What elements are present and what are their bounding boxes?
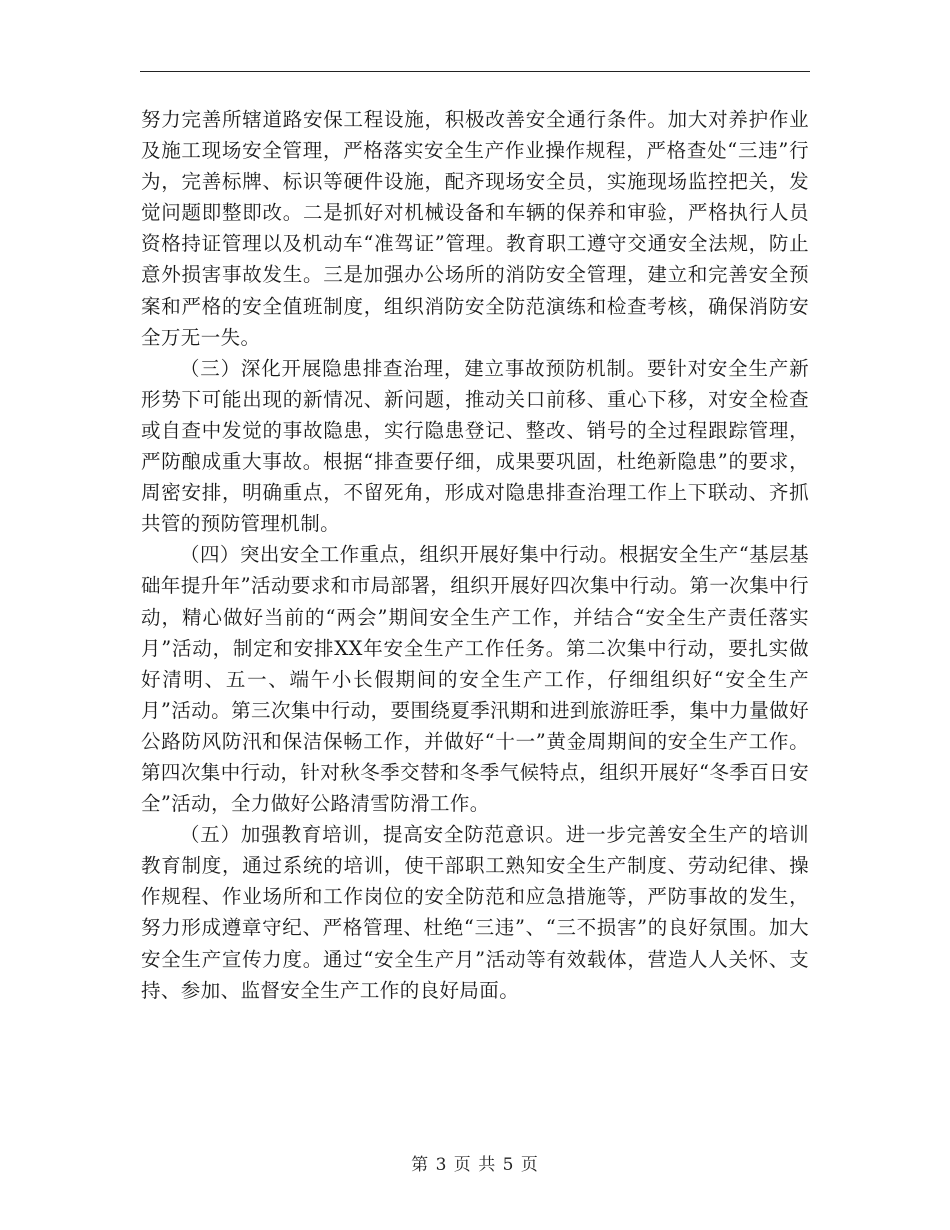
paragraph-section-three: （三）深化开展隐患排查治理，建立事故预防机制。要针对安全生产新形势下可能出现的新情况、新问题，推动关口前移、重心下移，对安全检查或自查中发觉的事故隐患，实行隐患登记、整改、销号的全过程跟踪管理，严防酿成重大事故。根据“排查要仔细，成果要巩固，杜绝新隐患”的要求，周密安排，明确重点，不留死角，形成对隐患排查治理工作上下联动、齐抓共管的预防管理机制。 (141, 356, 809, 536)
paragraph-continuation: 努力完善所辖道路安保工程设施，积极改善安全通行条件。加大对养护作业及施工现场安全管理，严格落实安全生产作业操作规程，严格查处“三违”行为，完善标牌、标识等硬件设施，配齐现场安全员，实施现场监控把关，发觉问题即整即改。二是抓好对机械设备和车辆的保养和审验，严格执行人员资格持证管理以及机动车“准驾证”管理。教育职工遵守交通安全法规，防止意外损害事故发生。三是加强办公场所的消防安全管理，建立和完善安全预案和严格的安全值班制度，组织消防安全防范演练和检查考核，确保消防安全万无一失。 (141, 108, 809, 349)
document-body (141, 104, 809, 1006)
header-rule (140, 71, 810, 72)
paragraph-section-five: （五）加强教育培训，提高安全防范意识。进一步完善安全生产的培训教育制度，通过系统的培训，使干部职工熟知安全生产制度、劳动纪律、操作规程、作业场所和工作岗位的安全防范和应急措施等，严防事故的发生，努力形成遵章守纪、严格管理、杜绝“三违”、“三不损害”的良好氛围。加大安全生产宣传力度。通过“安全生产月”活动等有效载体，营造人人关怀、支持、参加、监督安全生产工作的良好局面。 (141, 823, 809, 1002)
page-number-footer: 第 3 页 共 5 页 (411, 1155, 539, 1175)
paragraph-section-four: （四）突出安全工作重点，组织开展好集中行动。根据安全生产“基层基础年提升年”活动要求和市局部署，组织开展好四次集中行动。第一次集中行动，精心做好当前的“两会”期间安全生产工作，并结合“安全生产责任落实月”活动，制定和安排XX年安全生产工作任务。第二次集中行动，要扎实做好清明、五一、端午小长假期间的安全生产工作，仔细组织好“安全生产月”活动。第三次集中行动，要围绕夏季汛期和进到旅游旺季，集中力量做好公路防风防汛和保洁保畅工作，并做好“十一”黄金周期间的安全生产工作。第四次集中行动，针对秋冬季交替和冬季气候特点，组织开展好“冬季百日安全”活动，全力做好公路清雪防滑工作。 (141, 543, 809, 816)
